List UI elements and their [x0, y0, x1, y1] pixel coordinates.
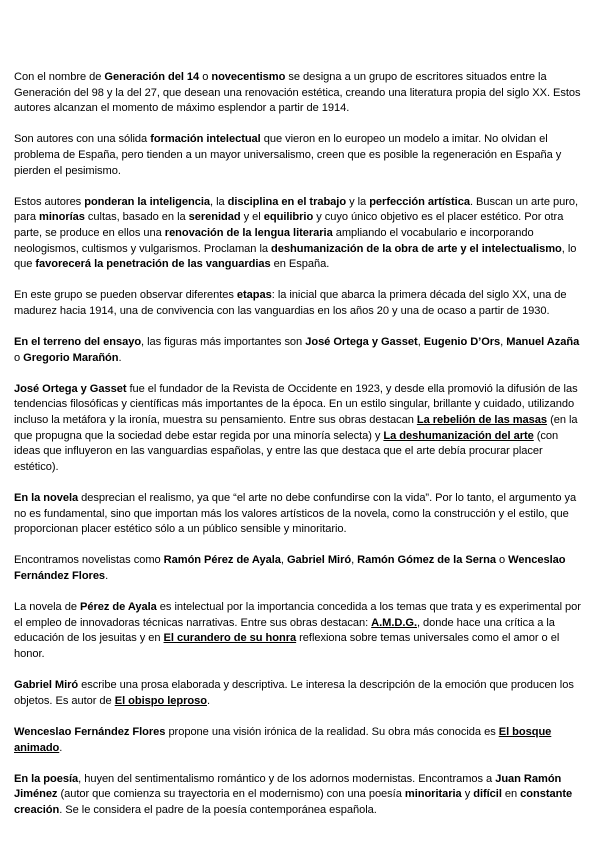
bold-term: Wenceslao Fernández Flores: [14, 554, 566, 582]
text-run: .: [118, 351, 122, 364]
text-run: , la: [210, 195, 228, 208]
work-title: El bosque animado: [14, 725, 552, 754]
bold-term: En la novela: [14, 492, 79, 505]
paragraph-fernandez-flores: [14, 725, 586, 756]
paragraph-ortega-y-gasset: [14, 382, 586, 476]
text-run: , lo que: [14, 242, 577, 271]
text-run: (en la que propugna que la sociedad debe estar regida por una minoría selecta) y: [14, 414, 578, 442]
bold-term: Gabriel Miró: [14, 679, 79, 692]
text-run: Estos autores: [14, 195, 85, 208]
paragraph-generacion-14: [14, 70, 586, 117]
bold-term: renovación de la lengua literaria: [164, 226, 333, 239]
paragraph-novelistas: [14, 553, 586, 584]
text-run: : la inicial que abarca la primera década del siglo XX, una de madurez hacia 1914, una de convivencia con las vanguardias en los años 20 y una de ocaso a partir de 1930.: [14, 289, 567, 317]
bold-term: Pérez de Ayala: [79, 601, 157, 614]
bold-term: José Ortega y Gasset: [305, 336, 418, 349]
paragraph-perez-de-ayala: [14, 600, 586, 662]
text-run: .: [59, 741, 63, 754]
bold-term: formación intelectual: [150, 133, 261, 146]
text-run: , donde hace una crítica a la educación de los jesuitas y en: [14, 616, 555, 645]
bold-term: Ramón Gómez de la Serna: [357, 554, 496, 567]
bold-term: En el terreno del ensayo: [14, 336, 142, 349]
text-run: o: [199, 71, 212, 83]
work-title: A.M.D.G.: [371, 616, 417, 629]
text-run: y cuyo único objetivo es el placer estético. Por otra parte, se produce en ellos una: [14, 211, 564, 239]
text-run: (autor que comienza su trayectoria en el modernismo) con una poesía: [57, 788, 405, 801]
text-run: .: [206, 694, 210, 707]
text-run: . Buscan un arte puro, para: [14, 195, 579, 224]
text-run: en: [501, 788, 521, 801]
text-run: en España.: [270, 258, 330, 271]
paragraph-etapas: [14, 288, 586, 319]
text-run: ,: [417, 336, 424, 349]
text-run: ,: [500, 336, 507, 349]
bold-term: José Ortega y Gasset: [14, 382, 127, 395]
bold-term: Ramón Pérez de Ayala: [163, 554, 281, 567]
bold-term: disciplina en el trabajo: [227, 195, 347, 208]
bold-term: En la poesía: [14, 772, 79, 785]
text-run: o: [495, 554, 509, 567]
text-run: y la: [346, 195, 370, 208]
bold-term: etapas: [236, 289, 272, 302]
bold-term: serenidad: [188, 211, 241, 224]
text-run: , las figuras más importantes son: [141, 336, 306, 349]
text-run: y: [461, 788, 474, 801]
text-run: o: [14, 351, 24, 364]
text-run: es intelectual por la importancia concedida a los temas que trata y es experimental por el empleo de innovadoras técnicas narrativas. Entre sus obras destacan:: [14, 601, 581, 629]
bold-term: novecentismo: [211, 71, 286, 83]
bold-term: difícil: [473, 788, 502, 801]
text-run: escribe una prosa elaborada y descriptiva. Le interesa la descripción de la emoción que producen los objetos. Es autor de: [14, 679, 574, 707]
paragraph-gabriel-miro: [14, 678, 586, 709]
text-run: , huyen del sentimentalismo romántico y de los adornos modernistas. Encontramos a: [78, 772, 496, 785]
text-run: En este grupo se pueden observar diferentes: [14, 289, 237, 302]
bold-term: equilibrio: [263, 211, 314, 224]
text-run: y el: [240, 211, 264, 224]
paragraph-ideales-esteticos: [14, 195, 586, 273]
paragraph-formacion-intelectual: [14, 132, 586, 179]
bold-term: ponderan la inteligencia: [84, 195, 211, 208]
bold-term: Gregorio Marañón: [23, 351, 119, 364]
text-run: .: [105, 570, 109, 582]
bold-term: constante creación: [14, 788, 573, 816]
bold-term: Gabriel Miró: [286, 554, 352, 567]
bold-term: Manuel Azaña: [506, 336, 580, 349]
bold-term: favorecerá la penetración de las vanguardias: [35, 258, 271, 271]
text-run: desprecian el realismo, ya que “el arte no debe confundirse con la vida”. Por lo tanto, el argumento ya no es fundamental, sino que importan más los valores artísticos de la novela, como la construcción y el estilo, que proporcionan placer estético sólo a un público sensible y minoritario.: [14, 492, 577, 536]
text-run: se designa a un grupo de escritores situados entre la Generación del 98 y la del 27, que desean una renovación estética, creando una literatura propia del siglo XX. Estos autores alcanzan el momento de máximo esplendor a partir de 1914.: [14, 71, 581, 115]
work-title: El curandero de su honra: [163, 632, 297, 645]
text-run: Son autores con una sólida: [14, 133, 151, 146]
paragraph-novela: [14, 491, 586, 538]
bold-term: minoritaria: [404, 788, 462, 801]
paragraph-poesia: [14, 772, 586, 819]
text-run: propone una visión irónica de la realidad. Su obra más conocida es: [165, 725, 499, 738]
text-run: ampliando el vocabulario e incorporando neologismos, cultismos y vulgarismos. Proclaman la: [14, 226, 534, 255]
paragraph-ensayo: [14, 335, 586, 366]
text-run: cultas, basado en la: [84, 211, 189, 224]
text-run: ,: [351, 554, 358, 567]
bold-term: Juan Ramón Jiménez: [14, 772, 562, 801]
text-run: (con ideas que influyeron en las vanguardias españolas, y entre las que destaca que el arte debía procurar placer estético).: [14, 429, 559, 473]
bold-term: deshumanización de la obra de arte y el intelectualismo: [271, 242, 562, 255]
text-run: Con el nombre de: [14, 71, 105, 83]
text-run: . Se le considera el padre de la poesía contemporánea española.: [59, 803, 377, 816]
text-run: La novela de: [14, 601, 80, 614]
text-run: Encontramos novelistas como: [14, 554, 164, 567]
bold-term: minorías: [39, 211, 85, 224]
bold-term: Generación del 14: [104, 71, 200, 83]
text-run: que vieron en lo europeo un modelo a imitar. No olvidan el problema de España, pero tienden a un mayor universalismo, creen que es posible la regeneración en España y pierden el pesimismo.: [14, 133, 562, 177]
bold-term: perfección artística: [369, 195, 470, 208]
bold-term: Wenceslao Fernández Flores: [14, 725, 166, 738]
text-run: fue el fundador de la Revista de Occidente en 1923, y desde ella promovió la difusión de las tendencias filosóficas y científicas más importantes de la época. En un estilo singular, brillante y cuidado, utilizando incluso la metáfora y la ironía, muestra su pensamiento. Entre sus obras destacan: [14, 382, 578, 427]
text-run: ,: [280, 554, 287, 567]
work-title: La deshumanización del arte: [383, 429, 534, 442]
work-title: El obispo leproso: [114, 694, 207, 707]
text-run: reflexiona sobre temas universales como el amor o el honor.: [14, 632, 560, 660]
work-title: La rebelión de las masas: [416, 414, 548, 427]
bold-term: Eugenio D’Ors: [423, 336, 501, 349]
